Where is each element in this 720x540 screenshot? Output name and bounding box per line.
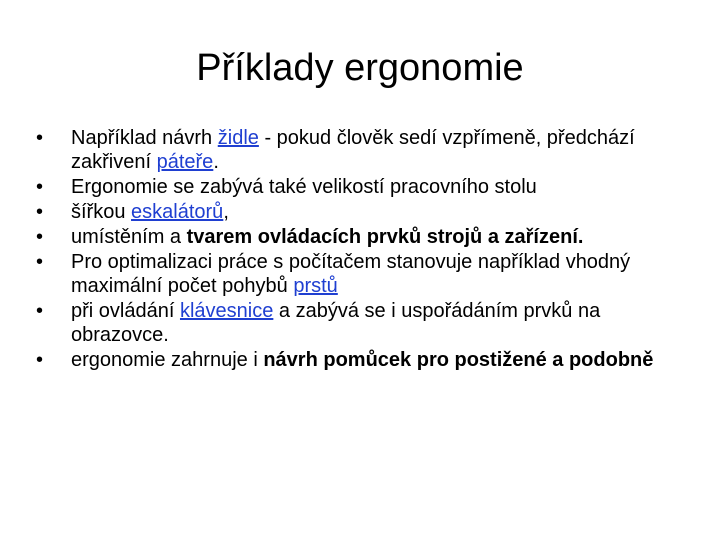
item-bold-text: tvarem ovládacích prvků strojů a zařízení. (186, 226, 584, 248)
bullet-icon: • (36, 226, 44, 248)
list-item (36, 175, 686, 199)
item-text: - pokud člověk sedí vzpřímeně, předchází zakřivení (71, 127, 635, 173)
bullet-icon: • (36, 201, 44, 223)
bullet-icon: • (36, 300, 44, 322)
item-text: při ovládání (71, 300, 180, 322)
list-item (36, 299, 686, 347)
link-eskalatoru[interactable]: eskalátorů (131, 201, 224, 223)
item-bold-text: návrh pomůcek pro postižené a podobně (263, 349, 654, 371)
item-text: šířkou (71, 201, 132, 223)
item-text: ergonomie zahrnuje i (71, 349, 264, 371)
list-item (36, 126, 686, 174)
bullet-list (36, 126, 686, 373)
item-text: , (223, 201, 229, 223)
list-item (36, 348, 686, 372)
bullet-icon: • (36, 127, 44, 149)
link-zidle[interactable]: židle (217, 127, 259, 149)
item-text: umístěním a (71, 226, 187, 248)
slide-title: Příklady ergonomie (196, 47, 524, 89)
list-item (36, 225, 686, 249)
bullet-icon: • (36, 251, 44, 273)
item-text: a zabývá se i uspořádáním prvků na obrazovce. (71, 300, 601, 346)
link-patere[interactable]: páteře (156, 151, 214, 173)
item-text: Například návrh (71, 127, 218, 149)
list-item (36, 200, 686, 224)
item-text: Pro optimalizaci práce s počítačem stanovuje například vhodný maximální počet pohybů (71, 251, 631, 297)
item-text: . (213, 151, 219, 173)
list-item (36, 250, 686, 298)
bullet-icon: • (36, 176, 44, 198)
bullet-icon: • (36, 349, 44, 371)
link-klavesnice[interactable]: klávesnice (179, 300, 274, 322)
item-text: Ergonomie se zabývá také velikostí pracovního stolu (71, 176, 537, 198)
link-prstu[interactable]: prstů (293, 275, 338, 297)
